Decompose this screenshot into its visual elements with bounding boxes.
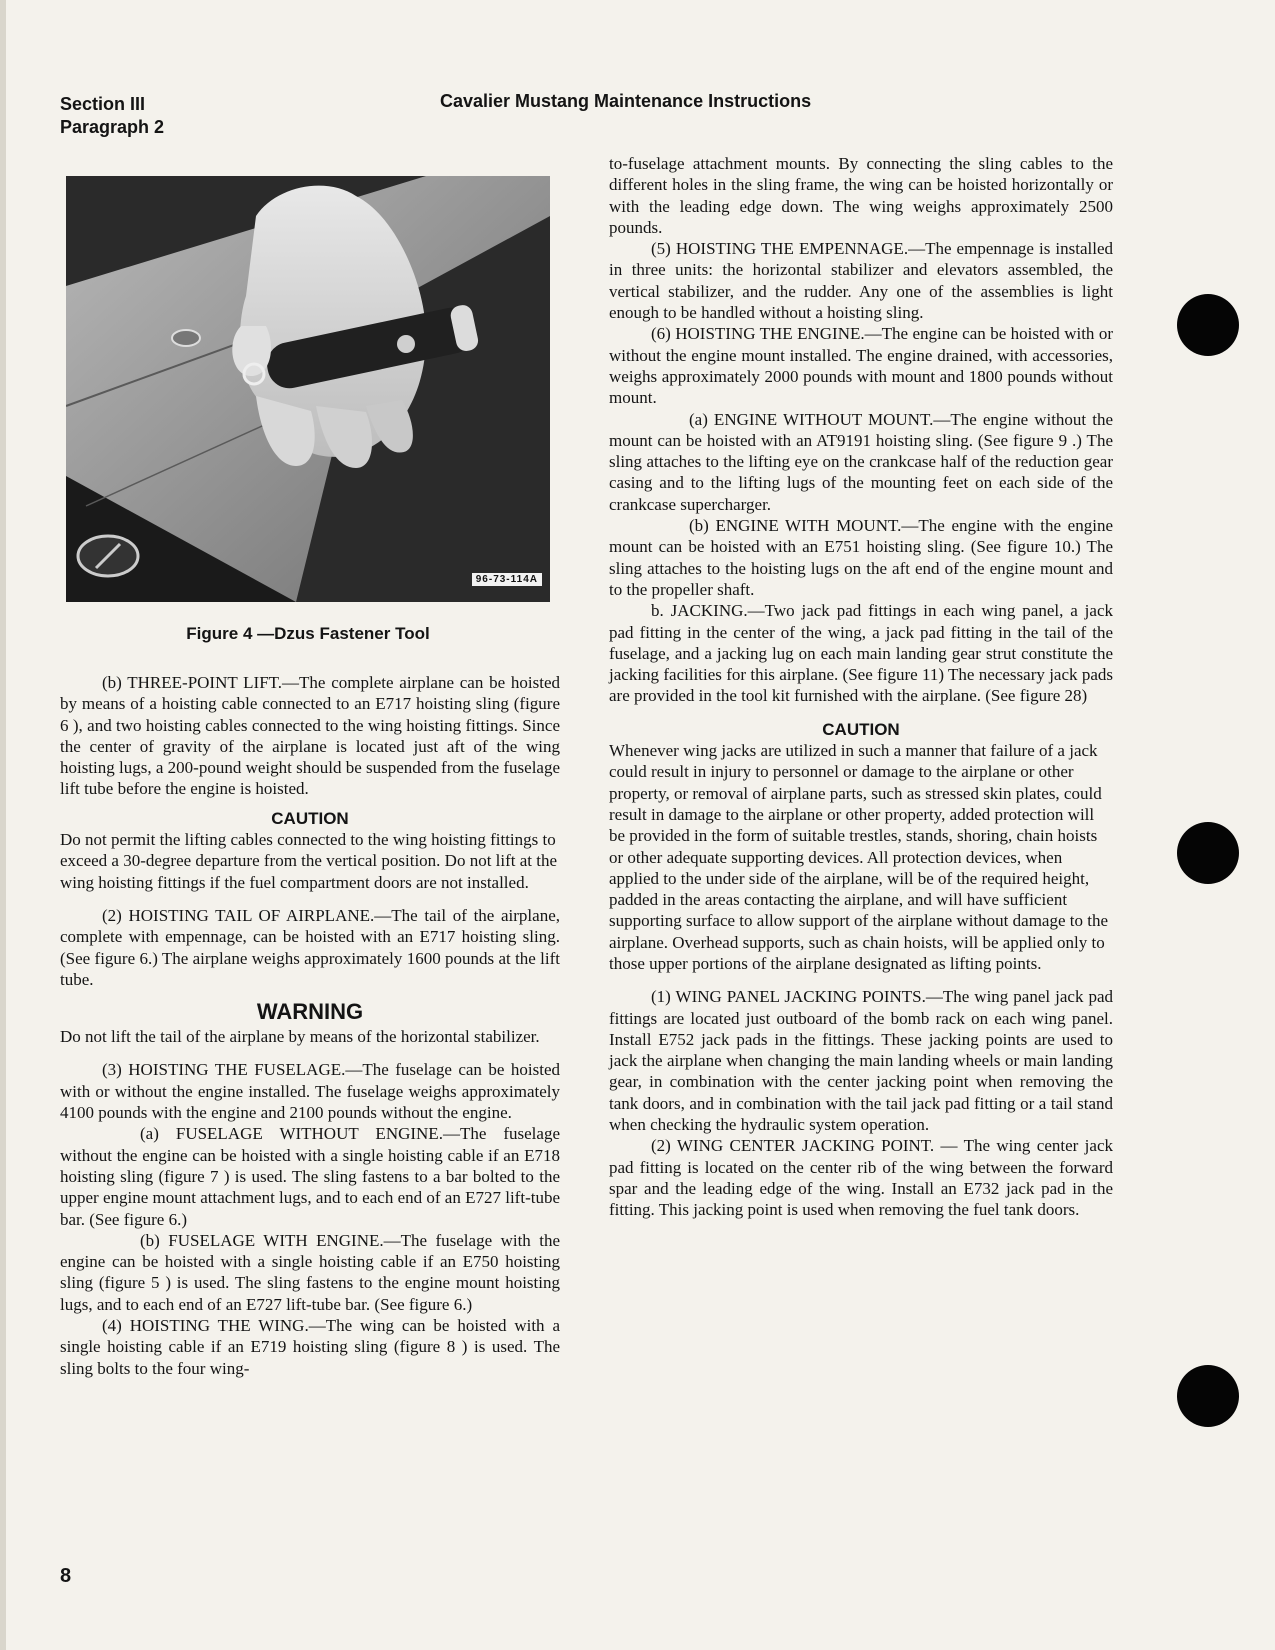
wing-panel-jacking-paragraph: (1) WING PANEL JACKING POINTS.—The wing panel jack pad fittings are located just outboard of the bomb rack on each wing panel. Install E752 jack pads in the fittings. These jacking points are used to jack the airplane when changing the main landing wheels or main landing gear, in combination with the center jacking point when removing the tank doors, and in combination with the tail jack pad fitting or a tail stand when checking the hydraulic system operation. [609, 987, 1113, 1135]
caution-text: Do not permit the lifting cables connected to the wing hoisting fittings to exceed a 30-degree departure from the vertical position. Do not lift at the wing hoisting fittings if the fuel compartment doors are not installed. [60, 830, 558, 892]
jacking-caution-text: Whenever wing jacks are utilized in such a manner that failure of a jack could result in injury to personnel or damage to the airplane or other property, or removal of airplane parts, such as stressed skin plates, could result in damage to the airplane or other property, added protection will be provided in the form of suitable trestles, stands, shoring, chain hoists or other adequate supporting devices. All protection devices, when applied to the under side of the airplane, will be of the required height, padded in the areas contacting the airplane, and will have sufficient supporting surface to allow support of the airplane without damage to the airplane. Overhead supports, such as chain hoists, will be applied only to those upper portions of the airplane designated as lifting points. [609, 741, 1109, 973]
section-label: Section III [60, 94, 146, 114]
hoisting-tail-paragraph: (2) HOISTING TAIL OF AIRPLANE.—The tail of the airplane, complete with empennage, can be hoisted with an E717 hoisting sling. (See figure 6.) The airplane weighs approximately 1600 pounds at the lift tube. [60, 905, 560, 989]
fuselage-with-engine-paragraph: (b) FUSELAGE WITH ENGINE.—The fuselage with the engine can be hoisted with a single hoisting cable if an E750 hoisting sling (figure 5 ) is used. The sling fastens to the engine mount hoisting lugs, and to each end of an E727 lift-tube bar. (See figure 6.) [60, 1230, 560, 1314]
engine-with-mount-paragraph: (b) ENGINE WITH MOUNT.—The engine with the engine mount can be hoisted with an E751 hoisting sling. (See figure 10.) The sling attaches to the hoisting lugs on the aft end of the engine mount and to the propeller shaft. [609, 516, 1113, 599]
hoisting-engine-paragraph: (6) HOISTING THE ENGINE.—The engine can be hoisted with or without the engine mount installed. The engine drained, with accessories, weighs approximately 2000 pounds with mount and 1800 pounds without mount. [609, 324, 1113, 408]
fuselage-without-engine-paragraph: (a) FUSELAGE WITHOUT ENGINE.—The fuselage without the engine can be hoisted with a single hoisting cable if an E718 hoisting sling (figure 7 ) is used. The sling fastens to a bar bolted to the upper engine mount attachment lugs, and to each end of an E727 lift-tube bar. (See figure 6.) [60, 1124, 560, 1229]
page-edge [0, 0, 6, 1650]
three-point-lift-paragraph: (b) THREE-POINT LIFT.—The complete airplane can be hoisted by means of a hoisting cable connected to an E717 hoisting sling (figure 6 ), and two hoisting cables connected to the wing hoisting fittings. Since the center of gravity of the airplane is located just aft of the wing hoisting lugs, a 200-pound weight should be suspended from the fuselage lift tube before the engine is hoisted. [60, 673, 561, 799]
engine-without-mount-paragraph: (a) ENGINE WITHOUT MOUNT.—The engine without the mount can be hoisted with an AT9191 hoisting sling. (See figure 9 .) The sling attaches to the lifting eye on the crankcase half of the reduction gear casing and to the lifting lugs of the mounting feet on each side of the crankcase supercharger. [609, 409, 1113, 514]
document-title: Cavalier Mustang Maintenance Instructions [440, 91, 812, 111]
binder-hole-bottom [1177, 1365, 1239, 1427]
caution-heading: CAUTION [271, 808, 349, 828]
section-header [60, 93, 164, 139]
binder-hole-top [1177, 294, 1239, 356]
wing-continued-paragraph: to-fuselage attachment mounts. By connecting the sling cables to the different holes in the sling frame, the wing can be hoisted horizontally or with the leading edge down. The wing weighs approximately 2500 pounds. [609, 154, 1113, 237]
hoisting-empennage-paragraph: (5) HOISTING THE EMPENNAGE.—The empennage is installed in three units: the horizontal stabilizer and elevators assembled, the vertical stabilizer, and the rudder. Any one of the assemblies is light enough to be handled without a hoisting sling. [609, 239, 1113, 323]
dzus-tool-photo [66, 176, 550, 602]
photo-reference-tag: 96-73-114A [472, 573, 542, 586]
figure-caption: Figure 4 —Dzus Fastener Tool [186, 624, 430, 643]
warning-text: Do not lift the tail of the airplane by means of the horizontal stabilizer. [60, 1027, 540, 1047]
paragraph-label: Paragraph 2 [60, 117, 165, 137]
left-column [60, 672, 560, 1379]
jacking-paragraph: b. JACKING.—Two jack pad fittings in each wing panel, a jack pad fitting in the center of the wing, a jack pad fitting in the tail of the fuselage, and a jacking lug on each main landing gear strut constitute the jacking facilities for this airplane. (See figure 11) The necessary jack pads are provided in the tool kit furnished with the airplane. (See figure 28) [609, 601, 1113, 706]
figure-photo [66, 176, 550, 602]
right-column [609, 153, 1113, 1221]
wing-center-jacking-paragraph: (2) WING CENTER JACKING POINT. — The wing center jack pad fitting is located on the center rib of the wing between the forward spar and the leading edge of the wing. Install an E732 jack pad in the fitting. This jacking point is used when removing the fuel tank doors. [609, 1136, 1113, 1220]
binder-hole-middle [1177, 822, 1239, 884]
warning-heading: WARNING [256, 999, 364, 1025]
hoisting-fuselage-paragraph: (3) HOISTING THE FUSELAGE.—The fuselage can be hoisted with or without the engine installed. The fuselage weighs approximately 4100 pounds with the engine and 2100 pounds without the engine. [60, 1060, 560, 1123]
hoisting-wing-paragraph: (4) HOISTING THE WING.—The wing can be hoisted with a single hoisting cable if an E719 hoisting sling (figure 8 ) is used. The sling bolts to the four wing- [60, 1316, 560, 1378]
jacking-caution-heading: CAUTION [822, 719, 900, 739]
page-number: 8 [60, 1565, 72, 1587]
